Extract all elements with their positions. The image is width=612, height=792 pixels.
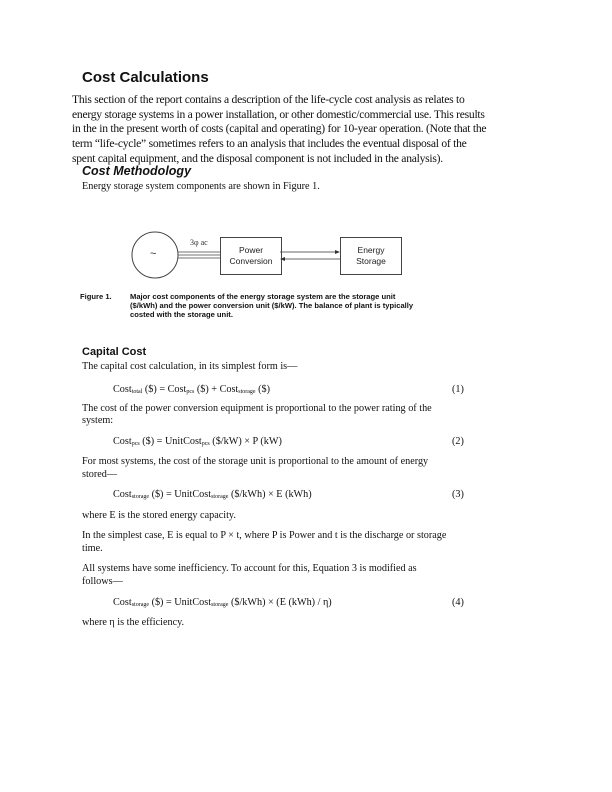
equation-number: (2)	[452, 436, 464, 447]
power-conversion-box	[220, 237, 282, 275]
box-label: Storage	[356, 256, 386, 266]
phase-label: 3φ ac	[190, 238, 208, 247]
diagram-lines	[0, 0, 612, 300]
caption-line: Major cost components of the energy storage system are the storage unit	[130, 292, 396, 301]
equation-4: Cost$_{storage}$ ($) = UnitCost$_{storage}$ ($/kWh) × (E (kWh) / η)	[113, 597, 332, 608]
intro-line: in the in the present worth of costs (capital and operating) for 10-year operation. (Note that the	[72, 122, 487, 135]
box-label: Power	[238, 245, 264, 255]
caption-line: costed with the storage unit.	[130, 310, 233, 319]
equation-number: (3)	[452, 489, 464, 500]
caption-line: ($/kWh) and the power conversion unit ($/kW). The balance of plant is typically	[130, 301, 414, 310]
equation-2: Cost$_{pcs}$ ($) = UnitCost$_{pcs}$ ($/kW) × P (kW)	[113, 436, 282, 447]
energy-storage-box	[340, 237, 402, 275]
paragraph: The capital cost calculation, in its simplest form is—	[82, 361, 298, 372]
paragraph-line: follows—	[82, 576, 123, 587]
intro-line: spent capital equipment, and the disposal component is not included in the analysis).	[72, 152, 443, 165]
paragraph-line: For most systems, the cost of the storage unit is proportional to the amount of energy	[82, 456, 429, 467]
intro-line: term “life-cycle” sometimes refers to an analysis that includes the eventual disposal of the	[72, 137, 467, 150]
page-title: Cost Calculations	[82, 69, 209, 86]
equation-3: Cost$_{storage}$ ($) = UnitCost$_{storage}$ ($/kWh) × E (kWh)	[113, 489, 312, 500]
equation-number: (4)	[452, 597, 464, 608]
box-label: Energy	[357, 245, 385, 255]
capital-cost-heading: Capital Cost	[82, 346, 147, 358]
paragraph: where E is the stored energy capacity.	[82, 510, 236, 521]
paragraph-line: In the simplest case, E is equal to P × t, where P is Power and t is the discharge or storage	[82, 530, 447, 541]
intro-line: This section of the report contains a description of the life-cycle cost analysis as relates to	[72, 93, 465, 106]
methodology-heading: Cost Methodology	[82, 164, 192, 178]
equation-number: (1)	[452, 384, 464, 395]
box-label: Conversion	[229, 256, 273, 266]
paragraph-line: system:	[82, 415, 114, 426]
figure-label: Figure 1.	[80, 292, 112, 301]
ac-source-symbol: ~	[150, 248, 157, 260]
paragraph-line: time.	[82, 543, 103, 554]
paragraph-line: The cost of the power conversion equipment is proportional to the power rating of the	[82, 403, 432, 414]
paragraph-line: All systems have some inefficiency. To account for this, Equation 3 is modified as	[82, 563, 417, 574]
equation-1: Cost$_{total}$ ($) = Cost$_{pcs}$ ($) + Cost$_{storage}$ ($)	[113, 384, 271, 395]
paragraph: where η is the efficiency.	[82, 617, 185, 628]
paragraph-line: stored—	[82, 469, 118, 480]
methodology-text: Energy storage system components are shown in Figure 1.	[82, 181, 320, 192]
intro-line: energy storage systems in a power installation, or other domestic/commercial use. This results	[72, 108, 485, 121]
